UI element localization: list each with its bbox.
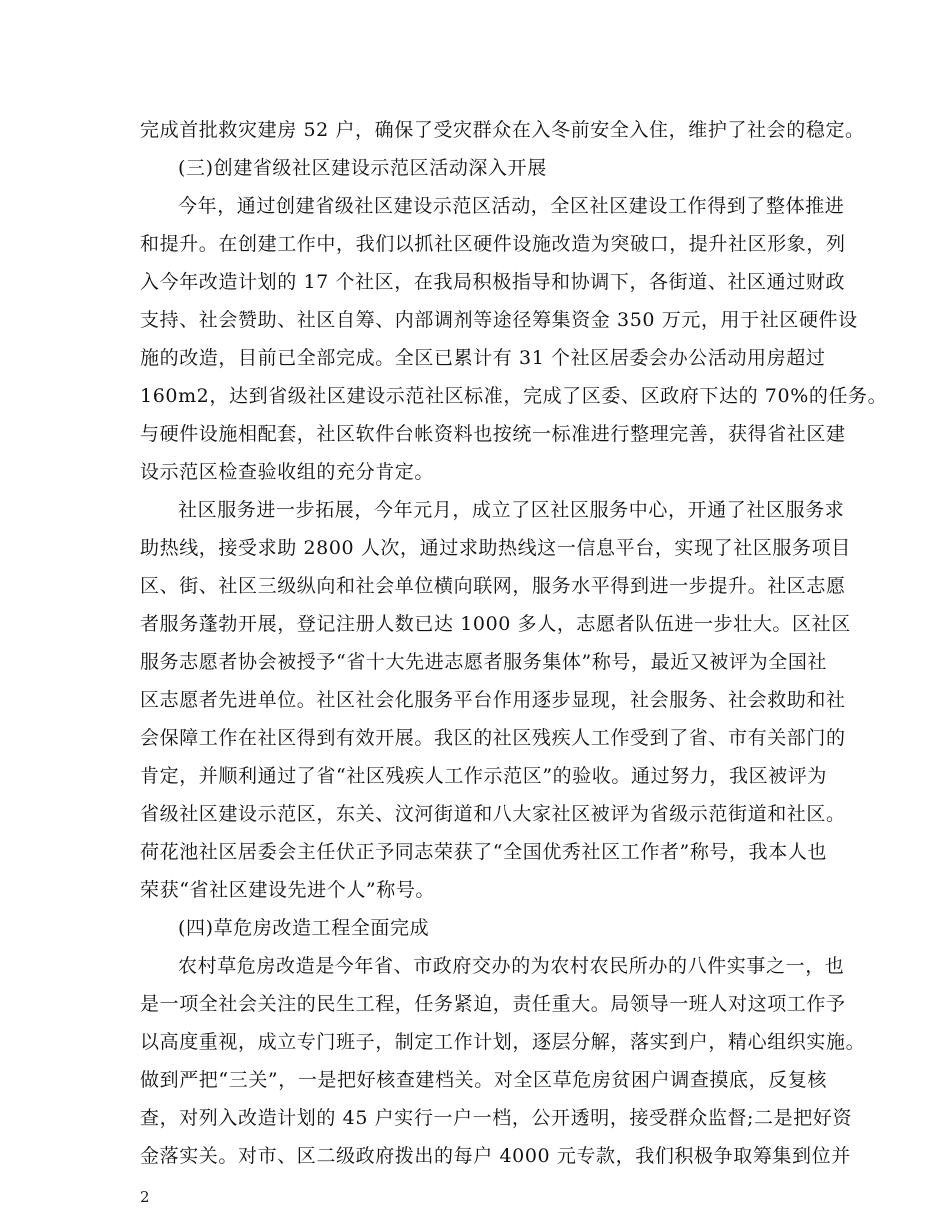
section-heading: (四)草危房改造工程全面完成 [178, 917, 430, 939]
body-line: 荷花池社区居委会主任伏正予同志荣获了“全国优秀社区工作者”称号，我本人也 [140, 841, 828, 863]
body-line: 区志愿者先进单位。社区社会化服务平台作用逐步显现，社会服务、社会救助和社 [140, 689, 846, 711]
body-line: 与硬件设施相配套，社区软件台帐资料也按统一标准进行整理完善，获得省社区建 [140, 423, 846, 445]
body-line: 以高度重视，成立专门班子，制定工作计划，逐层分解，落实到户，精心组织实施。 [140, 1031, 866, 1053]
body-line: 施的改造，目前已全部完成。全区已累计有 31 个社区居委会办公活动用房超过 [140, 347, 826, 369]
body-line: 助热线，接受求助 2800 人次，通过求助热线这一信息平台，实现了社区服务项目 [140, 537, 851, 559]
body-line: 和提升。在创建工作中，我们以抓社区硬件设施改造为突破口，提升社区形象，列 [140, 233, 846, 255]
body-line: 服务志愿者协会被授予“省十大先进志愿者服务集体”称号，最近又被评为全国社 [140, 651, 828, 673]
body-line: 是一项全社会关注的民生工程，任务紧迫，责任重大。局领导一班人对这项工作予 [140, 993, 846, 1015]
body-line: 查，对列入改造计划的 45 户实行一户一档，公开透明，接受群众监督;二是把好资 [140, 1107, 853, 1129]
body-line: 省级社区建设示范区，东关、汶河街道和八大家社区被评为省级示范街道和社区。 [140, 803, 846, 825]
body-line: 农村草危房改造是今年省、市政府交办的为农村农民所办的八件实事之一，也 [178, 955, 845, 977]
body-line: 今年，通过创建省级社区建设示范区活动，全区社区建设工作得到了整体推进 [178, 195, 845, 217]
section-heading: (三)创建省级社区建设示范区活动深入开展 [178, 157, 547, 179]
body-line: 社区服务进一步拓展，今年元月，成立了区社区服务中心，开通了社区服务求 [178, 499, 845, 521]
body-line: 支持、社会赞助、社区自筹、内部调剂等途径筹集资金 350 万元，用于社区硬件设 [140, 309, 858, 331]
body-line: 肯定，并顺利通过了省“社区残疾人工作示范区”的验收。通过努力，我区被评为 [140, 765, 828, 787]
body-line: 区、街、社区三级纵向和社会单位横向联网，服务水平得到进一步提升。社区志愿 [140, 575, 846, 597]
body-line: 者服务蓬勃开展，登记注册人数已达 1000 多人，志愿者队伍进一步壮大。区社区 [140, 613, 851, 635]
body-line: 设示范区检查验收组的充分肯定。 [140, 461, 435, 483]
page-number: 2 [140, 1188, 150, 1206]
body-line: 160m2，达到省级社区建设示范社区标准，完成了区委、区政府下达的 70%的任务。 [140, 385, 888, 407]
body-line: 金落实关。对市、区二级政府拨出的每户 4000 元专款，我们积极争取筹集到位并 [140, 1145, 851, 1167]
body-line: 入今年改造计划的 17 个社区，在我局积极指导和协调下，各街道、社区通过财政 [140, 271, 846, 293]
body-line: 会保障工作在社区得到有效开展。我区的社区残疾人工作受到了省、市有关部门的 [140, 727, 846, 749]
body-line: 完成首批救灾建房 52 户，确保了受灾群众在入冬前安全入住，维护了社会的稳定。 [140, 119, 865, 141]
body-line: 做到严把“三关”，一是把好核查建档关。对全区草危房贫困户调查摸底，反复核 [140, 1069, 828, 1091]
body-line: 荣获“省社区建设先进个人”称号。 [140, 879, 436, 901]
